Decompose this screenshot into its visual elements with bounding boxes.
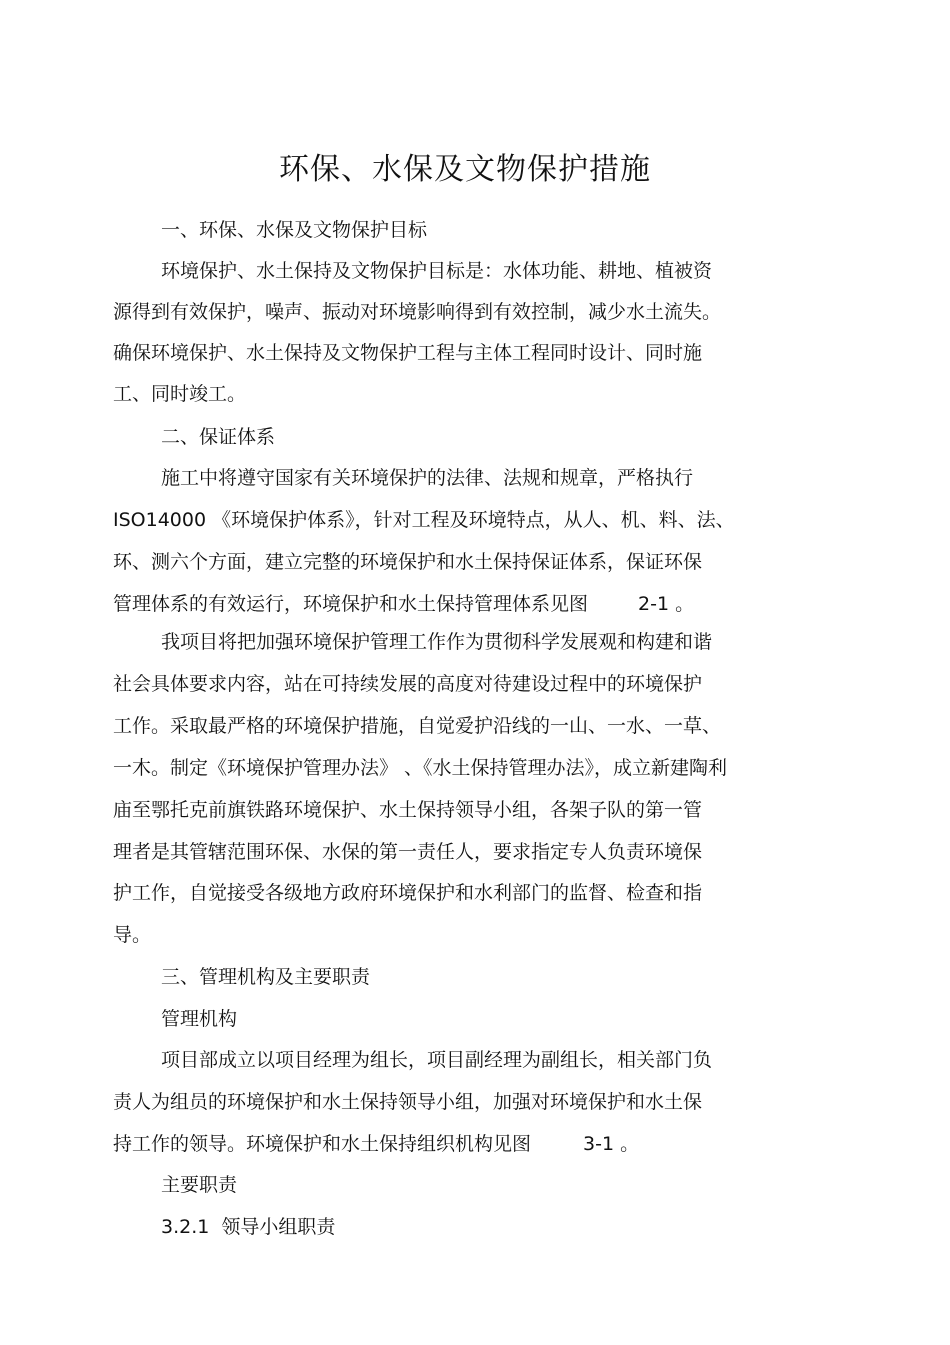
paragraph-line: 环境保护、水土保持及文物保护目标是：水体功能、耕地、植被资 <box>161 260 713 282</box>
paragraph-line: 我项目将把加强环境保护管理工作作为贯彻科学发展观和构建和谐 <box>161 631 713 653</box>
paragraph-line: 导。 <box>113 924 152 946</box>
paragraph-line: 工、同时竣工。 <box>113 383 247 405</box>
paragraph-line: 社会具体要求内容，站在可持续发展的高度对待建设过程中的环境保护 <box>113 673 703 695</box>
section-heading-2: 二、保证体系 <box>161 426 276 448</box>
paragraph-line: 项目部成立以项目经理为组长，项目副经理为副组长，相关部门负 <box>161 1049 713 1071</box>
paragraph-line <box>113 589 694 619</box>
figure-reference: 2-1 。 <box>638 593 695 615</box>
paragraph-line: 环、测六个方面，建立完整的环境保护和水土保持保证体系，保证环保 <box>113 551 703 573</box>
paragraph-line: 一木。制定《环境保护管理办法》 、《水土保持管理办法》，成立新建陶利 <box>113 757 728 779</box>
subsection-heading: 主要职责 <box>161 1174 238 1196</box>
paragraph-line: 施工中将遵守国家有关环境保护的法律、法规和规章，严格执行 <box>161 467 694 489</box>
subsubsection-heading: 3.2.1 领导小组职责 <box>161 1216 336 1238</box>
paragraph-line: ISO14000 《环境保护体系》，针对工程及环境特点，从人、机、料、法、 <box>113 509 735 531</box>
paragraph-line <box>113 1129 639 1159</box>
paragraph-line: 护工作，自觉接受各级地方政府环境保护和水利部门的监督、检查和指 <box>113 882 703 904</box>
paragraph-line: 庙至鄂托克前旗铁路环境保护、水土保持领导小组，各架子队的第一管 <box>113 799 703 821</box>
subsection-heading: 管理机构 <box>161 1008 238 1030</box>
document-title: 环保、水保及文物保护措施 <box>279 152 651 187</box>
section-heading-1: 一、环保、水保及文物保护目标 <box>161 219 428 241</box>
paragraph-text: 持工作的领导。环境保护和水土保持组织机构见图 <box>113 1133 532 1155</box>
section-heading-3: 三、管理机构及主要职责 <box>161 966 371 988</box>
paragraph-line: 确保环境保护、水土保持及文物保护工程与主体工程同时设计、同时施 <box>113 342 703 364</box>
paragraph-line: 源得到有效保护，噪声、振动对环境影响得到有效控制，减少水土流失。 <box>113 301 722 323</box>
figure-reference: 3-1 。 <box>583 1133 640 1155</box>
paragraph-line: 责人为组员的环境保护和水土保持领导小组，加强对环境保护和水土保 <box>113 1091 703 1113</box>
paragraph-line: 工作。采取最严格的环境保护措施，自觉爱护沿线的一山、一水、一草、 <box>113 715 722 737</box>
paragraph-text: 管理体系的有效运行，环境保护和水土保持管理体系见图 <box>113 593 589 615</box>
paragraph-line: 理者是其管辖范围环保、水保的第一责任人，要求指定专人负责环境保 <box>113 841 703 863</box>
